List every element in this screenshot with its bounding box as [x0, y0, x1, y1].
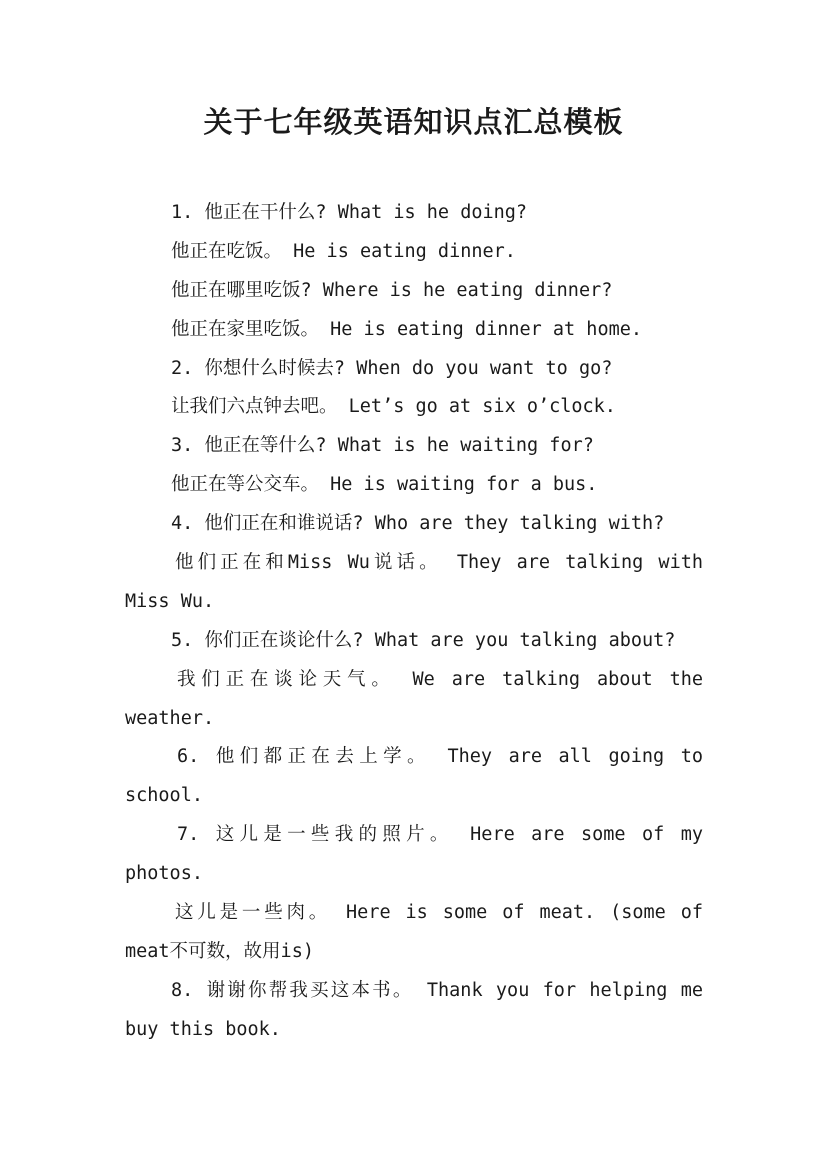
text-line: 他正在家里吃饭。 He is eating dinner at home.	[171, 318, 643, 340]
text-line: 4. 他们正在和谁说话? Who are they talking with?	[171, 513, 665, 535]
text-line: 6. 他们都正在去上学。 They are all going to	[177, 746, 703, 768]
text-line: 5. 你们正在谈论什么? What are you talking about?	[171, 629, 676, 651]
document-title: 关于七年级英语知识点汇总模板	[203, 105, 624, 139]
text-line: school.	[125, 785, 203, 807]
text-line: 他正在等公交车。 He is waiting for a bus.	[171, 474, 598, 496]
text-line: 3. 他正在等什么? What is he waiting for?	[171, 435, 594, 457]
text-line: 他正在吃饭。 He is eating dinner.	[171, 240, 516, 262]
document-body	[125, 194, 703, 1050]
text-line: photos.	[125, 863, 203, 885]
text-line: 2. 你想什么时候去? When do you want to go?	[171, 357, 613, 379]
text-line: meat不可数，故用is)	[125, 940, 314, 962]
text-line: 7. 这儿是一些我的照片。 Here are some of my	[177, 824, 703, 846]
text-line: buy this book.	[125, 1018, 281, 1040]
text-line: 他正在哪里吃饭? Where is he eating dinner?	[171, 279, 613, 301]
text-line: 1. 他正在干什么? What is he doing?	[171, 202, 528, 223]
text-line: 8. 谢谢你帮我买这本书。 Thank you for helping me	[171, 979, 703, 1001]
text-line: 我们正在谈论天气。 We are talking about the	[177, 668, 703, 690]
text-line: weather.	[125, 707, 215, 729]
text-line: 这儿是一些肉。 Here is some of meat. (some of	[175, 902, 703, 924]
text-line: Miss Wu.	[125, 590, 215, 612]
text-line: 让我们六点钟去吧。 Let’s go at six o’clock.	[171, 396, 616, 418]
text-line: 他们正在和Miss Wu说话。 They are talking with	[175, 552, 703, 574]
